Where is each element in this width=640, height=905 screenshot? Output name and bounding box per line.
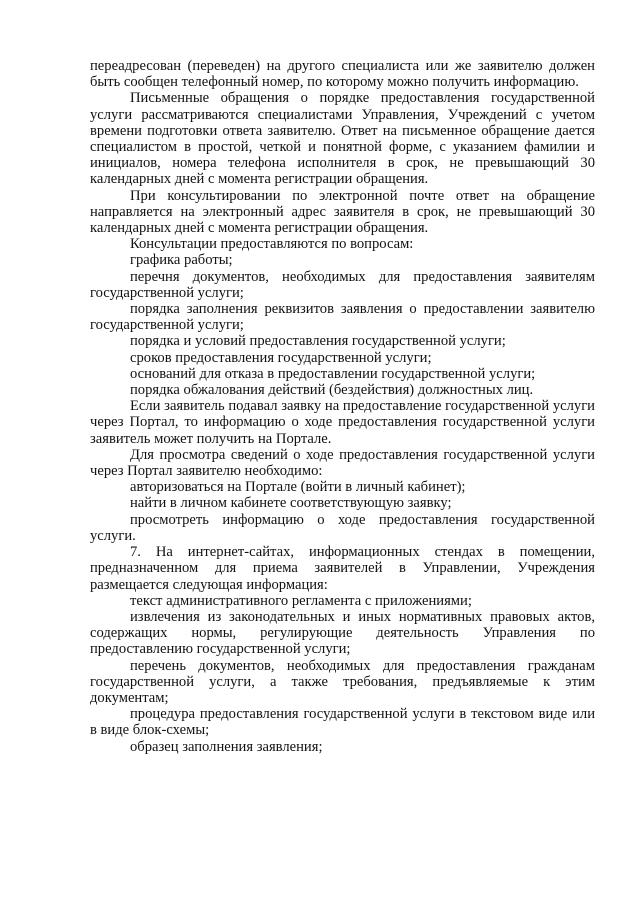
list-item: образец заполнения заявления;	[130, 738, 323, 755]
list-item: просмотреть информацию о ходе предоставления государственной услуги.	[90, 511, 595, 544]
list-item: авторизоваться на Портале (войти в личный кабинет);	[130, 479, 466, 496]
paragraph: Письменные обращения о порядке предоставления государственной услуги рассматриваются специалистами Управления, Учреждений с учетом времени подготовки ответа заявителю. Ответ на письменное обращение дается специалистом в простой, четкой и понятной форме, с указанием фамилии и инициалов, номера телефона исполнителя в срок, не превышающий 30 календарных дней с момента регистрации обращения.	[90, 90, 595, 188]
document-page	[90, 58, 595, 755]
list-item: текст административного регламента с приложениями;	[130, 592, 472, 609]
list-item: найти в личном кабинете соответствующую заявку;	[130, 495, 452, 512]
list-item: перечень документов, необходимых для предоставления гражданам государственной услуги, а также требования, предъявляемые к этим документам;	[90, 657, 595, 706]
list-item: оснований для отказа в предоставлении государственной услуги;	[130, 365, 536, 382]
paragraph: переадресован (переведен) на другого специалиста или же заявителю должен быть сообщен телефонный номер, по которому можно получить информацию.	[90, 58, 595, 91]
list-item: порядка заполнения реквизитов заявления о предоставлении заявителю государственной услуги;	[90, 301, 595, 334]
list-item: порядка обжалования действий (бездействия) должностных лиц.	[130, 382, 534, 399]
list-item: перечня документов, необходимых для предоставления заявителям государственной услуги;	[90, 268, 595, 301]
paragraph: Для просмотра сведений о ходе предоставления государственной услуги через Портал заявителю необходимо:	[90, 446, 595, 480]
paragraph: Если заявитель подавал заявку на предоставление государственной услуги через Портал, то информацию о ходе предоставления государственной услуги заявитель может получить на Портале.	[90, 398, 595, 447]
section-paragraph: 7. На интернет-сайтах, информационных стендах в помещении, предназначенном для приема заявителей в Управлении, Учреждения размещается следующая информация:	[90, 544, 595, 593]
paragraph: Консультации предоставляются по вопросам:	[130, 236, 414, 253]
list-item: порядка и условий предоставления государственной услуги;	[130, 333, 506, 350]
list-item: сроков предоставления государственной услуги;	[130, 349, 432, 366]
list-item: графика работы;	[130, 252, 233, 269]
list-item: извлечения из законодательных и иных нормативных правовых актов, содержащих нормы, регулирующие деятельность Управления по предоставлению государственной услуги;	[90, 608, 595, 658]
paragraph: При консультировании по электронной почте ответ на обращение направляется на электронный адрес заявителя в срок, не превышающий 30 календарных дней с момента регистрации обращения.	[90, 187, 595, 237]
list-item: процедура предоставления государственной услуги в текстовом виде или в виде блок-схемы;	[90, 706, 595, 739]
